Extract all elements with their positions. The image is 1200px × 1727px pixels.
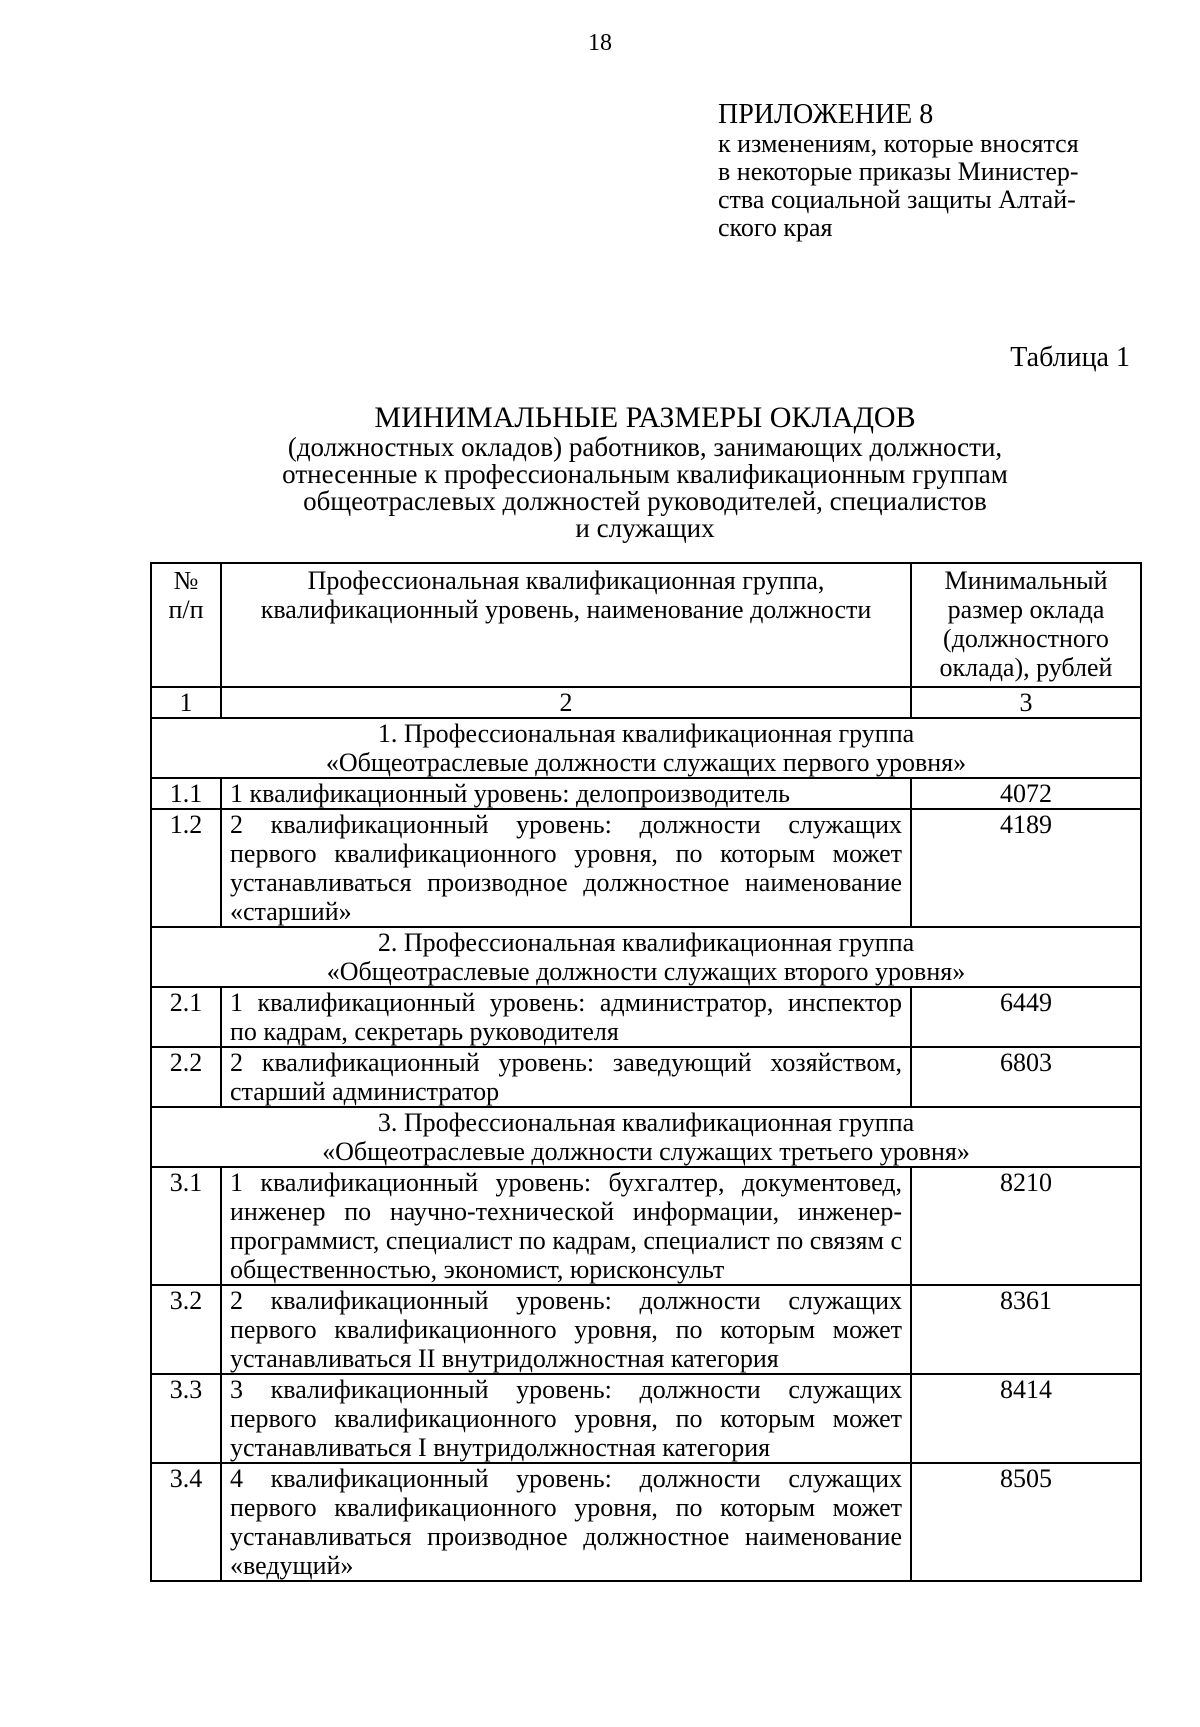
table-label: Таблица 1: [1010, 342, 1130, 373]
row-num: 3.2: [151, 1285, 221, 1374]
page-number: 18: [588, 30, 612, 56]
table-row: [151, 1047, 1141, 1107]
group-title-line: «Общеотраслевые должности служащих первого уровня»: [325, 748, 967, 777]
group-title-line: 3. Профессиональная квалификационная группа: [377, 1108, 915, 1137]
row-salary: 4189: [911, 809, 1141, 927]
group-title: [151, 718, 1141, 778]
table-row: [151, 778, 1141, 809]
document-title-line: общеотраслевых должностей руководителей, специалистов: [303, 486, 987, 516]
index-cell: 2: [221, 687, 911, 718]
group-title-row: [151, 1107, 1141, 1167]
group-title-row: [151, 927, 1141, 987]
group-title: [151, 1107, 1141, 1167]
document-title: [150, 402, 1140, 542]
table-row: [151, 1285, 1141, 1374]
row-name: 2 квалификационный уровень: должности служащих первого квалификационного уровня, по которым может устанавливаться производное должностное наименование «старший»: [221, 809, 911, 927]
row-num: 3.3: [151, 1374, 221, 1463]
document-title-main: МИНИМАЛЬНЫЕ РАЗМЕРЫ ОКЛАДОВ: [374, 401, 916, 434]
table-row: [151, 1167, 1141, 1285]
group-title-line: 2. Профессиональная квалификационная группа: [377, 928, 915, 957]
row-salary: 8505: [911, 1463, 1141, 1581]
row-num: 1.1: [151, 778, 221, 809]
group-title-line: «Общеотраслевые должности служащих третьего уровня»: [322, 1137, 970, 1166]
appendix-line: ства социальной защиты Алтай-: [718, 185, 1076, 214]
row-name: 4 квалификационный уровень: должности служащих первого квалификационного уровня, по которым может устанавливаться производное должностное наименование «ведущий»: [221, 1463, 911, 1581]
index-cell: 1: [151, 687, 221, 718]
row-num: 3.4: [151, 1463, 221, 1581]
group-title: [151, 927, 1141, 987]
row-num: 2.1: [151, 987, 221, 1047]
header-num: № п/п: [151, 563, 221, 687]
appendix-line: к изменениям, которые вносятся: [718, 129, 1079, 158]
table-header-row: [151, 563, 1141, 687]
row-name: 2 квалификационный уровень: должности служащих первого квалификационного уровня, по которым может устанавливаться II внутридолжностная категория: [221, 1285, 911, 1374]
table-row: [151, 987, 1141, 1047]
table-row: [151, 809, 1141, 927]
row-num: 1.2: [151, 809, 221, 927]
document-title-line: и служащих: [575, 513, 715, 543]
salary-table: [150, 562, 1142, 1582]
row-num: 2.2: [151, 1047, 221, 1107]
row-salary: 8414: [911, 1374, 1141, 1463]
row-salary: 8210: [911, 1167, 1141, 1285]
appendix-block: [718, 100, 1138, 242]
appendix-line: в некоторые приказы Министер-: [718, 157, 1079, 186]
document-title-line: отнесенные к профессиональным квалификационным группам: [282, 459, 1008, 489]
row-name: 3 квалификационный уровень: должности служащих первого квалификационного уровня, по которым может устанавливаться I внутридолжностная категория: [221, 1374, 911, 1463]
group-title-row: [151, 718, 1141, 778]
appendix-line: ского края: [718, 213, 833, 242]
document-title-line: (должностных окладов) работников, занимающих должности,: [287, 432, 1003, 462]
index-cell: 3: [911, 687, 1141, 718]
row-name: 1 квалификационный уровень: делопроизводитель: [221, 778, 911, 809]
appendix-title: ПРИЛОЖЕНИЕ 8: [718, 99, 934, 130]
table-row: [151, 1374, 1141, 1463]
row-salary: 8361: [911, 1285, 1141, 1374]
header-name: Профессиональная квалификационная группа, квалификационный уровень, наименование должности: [221, 563, 911, 687]
table-index-row: [151, 687, 1141, 718]
header-salary: Минимальный размер оклада (должностного оклада), рублей: [911, 563, 1141, 687]
row-name: 2 квалификационный уровень: заведующий хозяйством, старший администратор: [221, 1047, 911, 1107]
table-row: [151, 1463, 1141, 1581]
row-salary: 4072: [911, 778, 1141, 809]
row-num: 3.1: [151, 1167, 221, 1285]
group-title-line: «Общеотраслевые должности служащих второго уровня»: [326, 957, 966, 986]
row-salary: 6449: [911, 987, 1141, 1047]
group-title-line: 1. Профессиональная квалификационная группа: [377, 719, 915, 748]
row-salary: 6803: [911, 1047, 1141, 1107]
row-name: 1 квалификационный уровень: администратор, инспектор по кадрам, секретарь руководителя: [221, 987, 911, 1047]
row-name: 1 квалификационный уровень: бухгалтер, документовед, инженер по научно-технической информации, инженер-программист, специалист по кадрам, специалист по связям с общественностью, экономист, юрисконсульт: [221, 1167, 911, 1285]
